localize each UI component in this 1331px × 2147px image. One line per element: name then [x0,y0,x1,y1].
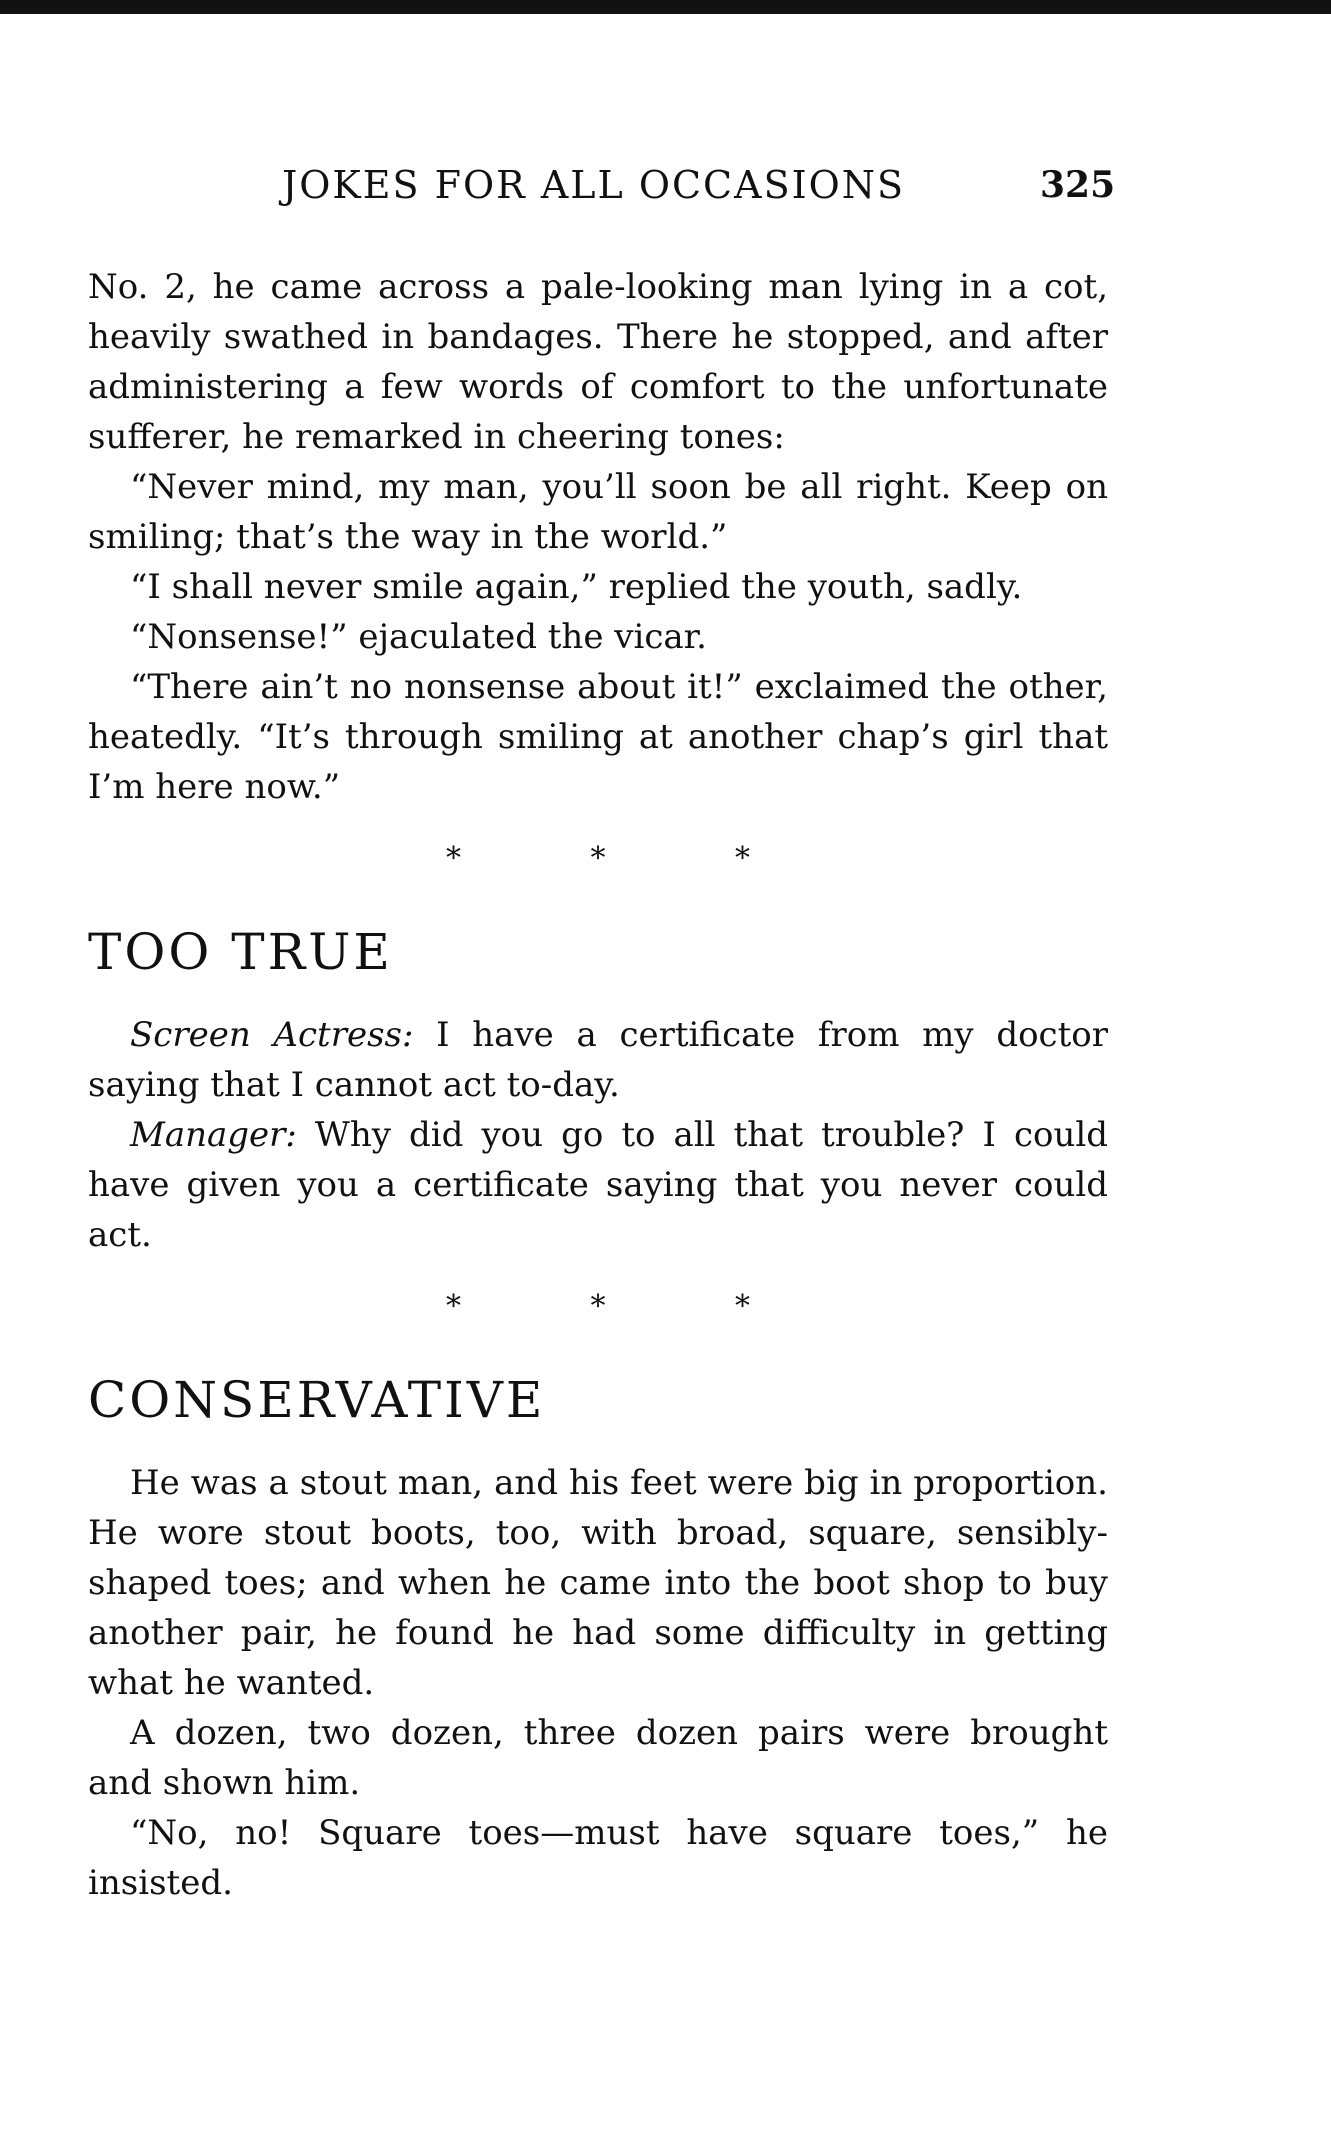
page-body [88,262,1108,1908]
continuation-paragraph-5: “There ain’t no nonsense about it!” exclaimed the other, heatedly. “It’s through smiling at another chap’s girl that I’m here now.” [88,667,1108,807]
conservative-paragraph-2: A dozen, two dozen, three dozen pairs were brought and shown him. [88,1713,1108,1803]
continuation-paragraph-2: “Never mind, my man, you’ll soon be all right. Keep on smiling; that’s the way in the world.” [88,467,1108,557]
continuation-paragraph-1: No. 2, he came across a pale-looking man lying in a cot, heavily swathed in bandages. There he stopped, and after administering a few words of comfort to the unfortunate sufferer, he remarked in cheering tones: [88,267,1108,457]
dialogue-line-1 [88,1010,1108,1110]
running-title: JOKES FOR ALL OCCASIONS [282,163,906,207]
section-separator-1: * * * [445,841,811,876]
speaker-screen-actress: Screen Actress: [130,1015,414,1055]
speaker-manager: Manager: [130,1115,297,1155]
running-head [0,160,1331,210]
dialogue-text-2: Why did you go to all that trouble? I could have given you a certificate saying that you never could act. [88,1115,1108,1255]
section-title-conservative: CONSERVATIVE [88,1371,546,1429]
dialogue-text-1: I have a certificate from my doctor saying that I cannot act to-day. [88,1015,1108,1105]
continuation-paragraph-4: “Nonsense!” ejaculated the vicar. [130,617,707,657]
section-title-too-true: TOO TRUE [88,923,393,981]
dialogue-line-2 [88,1110,1108,1260]
section-separator-2: * * * [445,1289,811,1324]
page-number: 325 [1040,164,1116,206]
conservative-paragraph-3: “No, no! Square toes—must have square toes,” he insisted. [88,1813,1108,1903]
conservative-paragraph-1: He was a stout man, and his feet were big in proportion. He wore stout boots, too, with broad, square, sensibly-shaped toes; and when he came into the boot shop to buy another pair, he found he had some difficulty in getting what he wanted. [88,1463,1108,1703]
top-rule [0,0,1331,14]
continuation-paragraph-3: “I shall never smile again,” replied the youth, sadly. [130,567,1023,607]
